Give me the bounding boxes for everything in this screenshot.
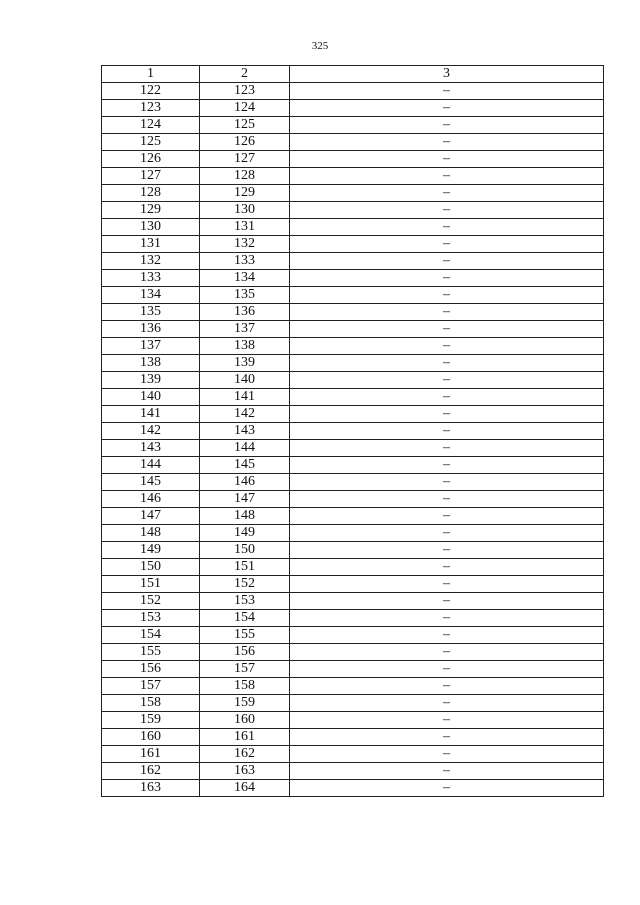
table-cell-col-1: 150 xyxy=(102,559,200,576)
table-cell-col-2: 126 xyxy=(200,134,290,151)
table-cell-col-1: 151 xyxy=(102,576,200,593)
table-row xyxy=(102,321,604,338)
table-cell-col-3: – xyxy=(290,610,604,627)
table-cell-col-3: – xyxy=(290,678,604,695)
table-cell-col-1: 133 xyxy=(102,270,200,287)
table-cell-col-3: – xyxy=(290,474,604,491)
table-row xyxy=(102,508,604,525)
table-row xyxy=(102,746,604,763)
table-cell-col-1: 154 xyxy=(102,627,200,644)
table-cell-col-1: 149 xyxy=(102,542,200,559)
table-row xyxy=(102,525,604,542)
table-cell-col-2: 146 xyxy=(200,474,290,491)
table-cell-col-2: 140 xyxy=(200,372,290,389)
table-cell-col-1: 158 xyxy=(102,695,200,712)
table-row xyxy=(102,389,604,406)
table-cell-col-1: 157 xyxy=(102,678,200,695)
table-cell-col-2: 151 xyxy=(200,559,290,576)
table-cell-col-1: 147 xyxy=(102,508,200,525)
table-cell-col-3: – xyxy=(290,440,604,457)
table-cell-col-2: 158 xyxy=(200,678,290,695)
table-cell-col-3: – xyxy=(290,763,604,780)
page-number: 325 xyxy=(311,40,329,52)
table-cell-col-3: – xyxy=(290,508,604,525)
table-cell-col-1: 122 xyxy=(102,83,200,100)
table-row xyxy=(102,695,604,712)
table-row xyxy=(102,440,604,457)
table-cell-col-2: 144 xyxy=(200,440,290,457)
table-cell-col-3: – xyxy=(290,151,604,168)
table-cell-col-3: – xyxy=(290,372,604,389)
table-cell-col-1: 123 xyxy=(102,100,200,117)
table-cell-col-3: – xyxy=(290,661,604,678)
table-cell-col-3: – xyxy=(290,287,604,304)
table-row xyxy=(102,406,604,423)
table-row xyxy=(102,474,604,491)
table-cell-col-1: 131 xyxy=(102,236,200,253)
table-cell-col-3: – xyxy=(290,219,604,236)
table-cell-col-3: – xyxy=(290,304,604,321)
table-cell-col-2: 149 xyxy=(200,525,290,542)
table-cell-col-2: 135 xyxy=(200,287,290,304)
table-cell-col-1: 130 xyxy=(102,219,200,236)
table-row xyxy=(102,372,604,389)
table-row xyxy=(102,627,604,644)
table-cell-col-1: 124 xyxy=(102,117,200,134)
table-row xyxy=(102,712,604,729)
table-cell-col-2: 147 xyxy=(200,491,290,508)
table-cell-col-3: – xyxy=(290,83,604,100)
table-cell-col-2: 157 xyxy=(200,661,290,678)
table-row xyxy=(102,270,604,287)
table-cell-col-1: 142 xyxy=(102,423,200,440)
table-cell-col-1: 161 xyxy=(102,746,200,763)
table-cell-col-2: 132 xyxy=(200,236,290,253)
table-cell-col-3: – xyxy=(290,729,604,746)
table-cell-col-1: 155 xyxy=(102,644,200,661)
table-cell-col-2: 155 xyxy=(200,627,290,644)
table-cell-col-3: – xyxy=(290,270,604,287)
table-row xyxy=(102,219,604,236)
table-cell-col-1: 136 xyxy=(102,321,200,338)
table-body xyxy=(102,83,604,797)
table-cell-col-1: 160 xyxy=(102,729,200,746)
table-cell-col-1: 132 xyxy=(102,253,200,270)
table-row xyxy=(102,134,604,151)
table-cell-col-3: – xyxy=(290,746,604,763)
table-row xyxy=(102,236,604,253)
table-row xyxy=(102,355,604,372)
table-cell-col-3: – xyxy=(290,644,604,661)
table-cell-col-2: 125 xyxy=(200,117,290,134)
table-row xyxy=(102,780,604,797)
table-cell-col-1: 156 xyxy=(102,661,200,678)
table-cell-col-1: 148 xyxy=(102,525,200,542)
table-cell-col-1: 144 xyxy=(102,457,200,474)
column-header-3: 3 xyxy=(290,66,604,83)
table-cell-col-1: 126 xyxy=(102,151,200,168)
table-cell-col-2: 160 xyxy=(200,712,290,729)
table-cell-col-1: 135 xyxy=(102,304,200,321)
table-row xyxy=(102,661,604,678)
table-cell-col-1: 127 xyxy=(102,168,200,185)
table-header-row xyxy=(102,66,604,83)
table-cell-col-1: 163 xyxy=(102,780,200,797)
table-cell-col-1: 145 xyxy=(102,474,200,491)
table-row xyxy=(102,117,604,134)
table-cell-col-1: 153 xyxy=(102,610,200,627)
table-cell-col-2: 148 xyxy=(200,508,290,525)
table-cell-col-2: 142 xyxy=(200,406,290,423)
table-row xyxy=(102,644,604,661)
table-row xyxy=(102,423,604,440)
table-cell-col-1: 137 xyxy=(102,338,200,355)
table-cell-col-3: – xyxy=(290,542,604,559)
table-cell-col-3: – xyxy=(290,100,604,117)
table-cell-col-2: 145 xyxy=(200,457,290,474)
table-row xyxy=(102,100,604,117)
table-cell-col-3: – xyxy=(290,338,604,355)
table-cell-col-2: 152 xyxy=(200,576,290,593)
table-cell-col-2: 134 xyxy=(200,270,290,287)
table-cell-col-3: – xyxy=(290,457,604,474)
table-cell-col-3: – xyxy=(290,134,604,151)
table-cell-col-2: 163 xyxy=(200,763,290,780)
table-row xyxy=(102,610,604,627)
table-cell-col-3: – xyxy=(290,117,604,134)
table-row xyxy=(102,559,604,576)
table-cell-col-1: 128 xyxy=(102,185,200,202)
table-row xyxy=(102,763,604,780)
table-cell-col-1: 134 xyxy=(102,287,200,304)
table-cell-col-2: 127 xyxy=(200,151,290,168)
table-cell-col-2: 123 xyxy=(200,83,290,100)
table-row xyxy=(102,593,604,610)
table-cell-col-3: – xyxy=(290,355,604,372)
table-cell-col-2: 129 xyxy=(200,185,290,202)
table-cell-col-3: – xyxy=(290,576,604,593)
table-cell-col-1: 138 xyxy=(102,355,200,372)
table-cell-col-1: 143 xyxy=(102,440,200,457)
table-cell-col-2: 137 xyxy=(200,321,290,338)
table-cell-col-1: 162 xyxy=(102,763,200,780)
table-cell-col-2: 162 xyxy=(200,746,290,763)
table-cell-col-1: 140 xyxy=(102,389,200,406)
data-table xyxy=(101,65,604,797)
table-cell-col-1: 125 xyxy=(102,134,200,151)
table-cell-col-3: – xyxy=(290,593,604,610)
table-row xyxy=(102,491,604,508)
table-cell-col-3: – xyxy=(290,525,604,542)
table-cell-col-3: – xyxy=(290,202,604,219)
table-cell-col-3: – xyxy=(290,236,604,253)
table-cell-col-1: 159 xyxy=(102,712,200,729)
table-row xyxy=(102,168,604,185)
table-row xyxy=(102,83,604,100)
table-cell-col-3: – xyxy=(290,423,604,440)
table-cell-col-2: 156 xyxy=(200,644,290,661)
table-row xyxy=(102,287,604,304)
table-cell-col-1: 129 xyxy=(102,202,200,219)
table-cell-col-2: 161 xyxy=(200,729,290,746)
table-row xyxy=(102,678,604,695)
table-cell-col-3: – xyxy=(290,253,604,270)
table-row xyxy=(102,202,604,219)
table-cell-col-2: 130 xyxy=(200,202,290,219)
table-cell-col-2: 131 xyxy=(200,219,290,236)
table-cell-col-3: – xyxy=(290,627,604,644)
table-cell-col-2: 164 xyxy=(200,780,290,797)
table-cell-col-2: 150 xyxy=(200,542,290,559)
table-row xyxy=(102,338,604,355)
table-cell-col-3: – xyxy=(290,780,604,797)
table-cell-col-2: 141 xyxy=(200,389,290,406)
table-cell-col-3: – xyxy=(290,168,604,185)
table-cell-col-3: – xyxy=(290,185,604,202)
table-row xyxy=(102,576,604,593)
table-cell-col-2: 124 xyxy=(200,100,290,117)
table-cell-col-3: – xyxy=(290,491,604,508)
table-cell-col-1: 141 xyxy=(102,406,200,423)
table-cell-col-2: 159 xyxy=(200,695,290,712)
table-cell-col-2: 153 xyxy=(200,593,290,610)
column-header-2: 2 xyxy=(200,66,290,83)
table-cell-col-1: 139 xyxy=(102,372,200,389)
table-cell-col-2: 128 xyxy=(200,168,290,185)
table-cell-col-1: 152 xyxy=(102,593,200,610)
table-cell-col-2: 143 xyxy=(200,423,290,440)
table-cell-col-2: 133 xyxy=(200,253,290,270)
table-cell-col-2: 139 xyxy=(200,355,290,372)
table-cell-col-3: – xyxy=(290,695,604,712)
table-cell-col-3: – xyxy=(290,406,604,423)
table-row xyxy=(102,729,604,746)
table-cell-col-1: 146 xyxy=(102,491,200,508)
table-row xyxy=(102,304,604,321)
table-row xyxy=(102,185,604,202)
table-cell-col-3: – xyxy=(290,712,604,729)
table-row xyxy=(102,253,604,270)
column-header-1: 1 xyxy=(102,66,200,83)
table-cell-col-2: 136 xyxy=(200,304,290,321)
table-row xyxy=(102,457,604,474)
table-cell-col-3: – xyxy=(290,559,604,576)
table-cell-col-3: – xyxy=(290,321,604,338)
table-row xyxy=(102,542,604,559)
table-cell-col-2: 138 xyxy=(200,338,290,355)
table-cell-col-2: 154 xyxy=(200,610,290,627)
table-row xyxy=(102,151,604,168)
table-cell-col-3: – xyxy=(290,389,604,406)
